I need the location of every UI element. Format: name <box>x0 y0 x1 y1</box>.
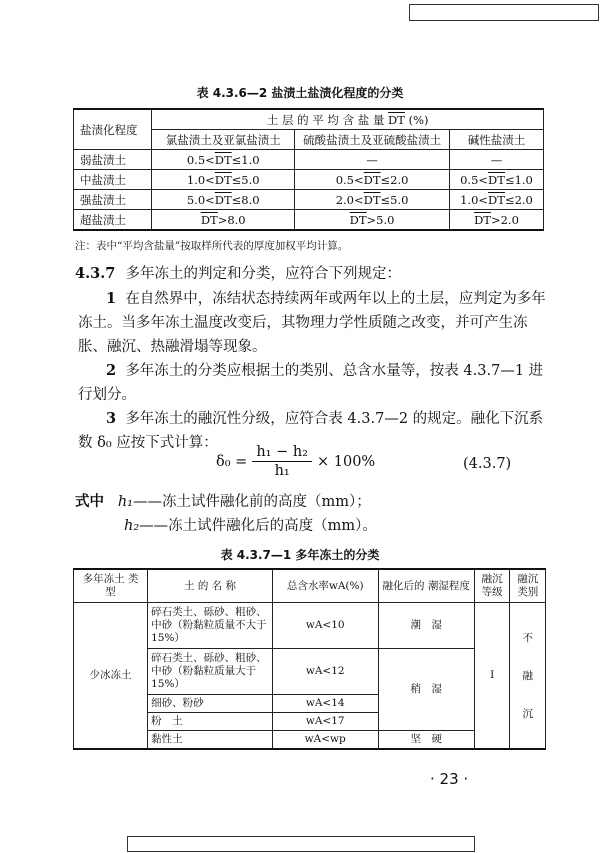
table-row <box>74 170 544 190</box>
cell-value: $0.5<\overline{DT}\le 2.0$ <box>295 170 450 190</box>
subheader-sulfate: 硫酸盐渍土及亚硫酸盐渍土 <box>295 130 450 150</box>
cell-value: — <box>450 150 544 170</box>
row-name: 强盐渍土 <box>74 190 152 210</box>
formula-numerator: h₁ − h₂ <box>252 444 312 462</box>
item-2: 2 多年冻土的分类应根据土的类别、总含水量等，按表 4.3.7—1 进行划分。 <box>78 362 544 403</box>
table2-caption: 表 4.3.7—1 多年冻土的分类 <box>220 548 380 562</box>
col-header-group <box>152 109 544 130</box>
moisture-cell: 稍 湿 <box>378 649 474 731</box>
cell-value: $\overline{DT}>8.0$ <box>152 210 295 231</box>
subheader-chloride: 氯盐渍土及亚氯盐渍土 <box>152 130 295 150</box>
col-header-type: 多年冻土 类 型 <box>74 569 148 603</box>
col-header-soil: 土 的 名 称 <box>148 569 273 603</box>
formula-lhs: δ₀ = <box>216 453 248 470</box>
row-name: 超盐渍土 <box>74 210 152 231</box>
water-cell: wA<14 <box>272 695 378 713</box>
footer-box <box>127 836 475 852</box>
table1-note: 注：表中“平均含盐量”按取样所代表的厚度加权平均计算。 <box>75 240 349 252</box>
soil-cell: 细砂、粉砂 <box>148 695 273 713</box>
section-number: 4.3.7 <box>75 265 116 282</box>
col-header-degree: 盐渍化程度 <box>74 109 152 150</box>
col-header-category: 融沉 类别 <box>510 569 546 603</box>
table-row <box>74 210 544 231</box>
header-box <box>409 4 599 21</box>
soil-cell: 粉 土 <box>148 713 273 731</box>
table-row <box>74 603 546 649</box>
cell-value: — <box>295 150 450 170</box>
table-row <box>74 150 544 170</box>
cell-value: $0.5<\overline{DT}\le 1.0$ <box>152 150 295 170</box>
table-row <box>74 190 544 210</box>
formula-rhs: × 100% <box>316 453 376 470</box>
section-title-text: 多年冻土的判定和分类，应符合下列规定： <box>125 266 401 282</box>
water-cell: wA<12 <box>272 649 378 695</box>
cell-value: $\overline{DT}>5.0$ <box>295 210 450 231</box>
formula <box>216 444 375 479</box>
type-cell: 少冰冻土 <box>74 603 148 750</box>
subheader-alkaline: 碱性盐渍土 <box>450 130 544 150</box>
moisture-cell: 坚 硬 <box>378 731 474 750</box>
where-h1: 式中 h₁——冻土试件融化前的高度（mm）； <box>75 493 371 510</box>
col-header-water: 总含水率wA(%) <box>272 569 378 603</box>
cell-value: $\overline{DT}>2.0$ <box>450 210 544 231</box>
cell-value: $1.0<\overline{DT}\le 5.0$ <box>152 170 295 190</box>
item-1: 1 在自然界中，冻结状态持续两年或两年以上的土层，应判定为多年冻土。当多年冻土温度改变后，其物理力学性质随之改变，并可产生冻胀、融沉、热融滑塌等现象。 <box>78 290 546 355</box>
soil-cell: 碎石类土、砾砂、粗砂、中砂（粉黏粒质量大于 15%） <box>148 649 273 695</box>
row-name: 弱盐渍土 <box>74 150 152 170</box>
group-header-unit: (%) <box>408 112 429 127</box>
col-header-grade: 融沉 等级 <box>474 569 510 603</box>
formula-fraction <box>252 444 312 479</box>
group-header-var: $\overline{DT}$ <box>388 112 405 127</box>
grade-cell: Ⅰ <box>474 603 510 750</box>
item-3: 3 多年冻土的融沉性分级，应符合表 4.3.7—2 的规定。融化下沉系数 δ₀ 应按下式计算： <box>78 410 544 451</box>
moisture-cell: 潮 湿 <box>378 603 474 649</box>
water-cell: wA<wp <box>272 731 378 750</box>
group-header-text: 土 层 的 平 均 含 盐 量 <box>266 112 385 127</box>
cell-value: $2.0<\overline{DT}\le 5.0$ <box>295 190 450 210</box>
cell-value: $1.0<\overline{DT}\le 2.0$ <box>450 190 544 210</box>
where-h2: h₂——冻土试件融化后的高度（mm）。 <box>124 518 377 534</box>
water-cell: wA<17 <box>272 713 378 731</box>
salinization-table <box>73 108 544 231</box>
page-number: · 23 · <box>430 770 469 788</box>
water-cell: wA<10 <box>272 603 378 649</box>
table1-caption: 表 4.3.6—2 盐渍土盐渍化程度的分类 <box>196 86 404 100</box>
section-title <box>75 262 545 286</box>
category-cell: 不 融 沉 <box>510 603 546 750</box>
cell-value: $0.5<\overline{DT}\le 1.0$ <box>450 170 544 190</box>
soil-cell: 黏性土 <box>148 731 273 750</box>
cell-value: $5.0<\overline{DT}\le 8.0$ <box>152 190 295 210</box>
soil-cell: 碎石类土、砾砂、粗砂、中砂（粉黏粒质量不大于 15%） <box>148 603 273 649</box>
formula-number: (4.3.7) <box>463 456 512 472</box>
col-header-moisture: 融化后的 潮湿程度 <box>378 569 474 603</box>
row-name: 中盐渍土 <box>74 170 152 190</box>
formula-denominator: h₁ <box>274 463 290 479</box>
permafrost-table <box>73 568 546 750</box>
